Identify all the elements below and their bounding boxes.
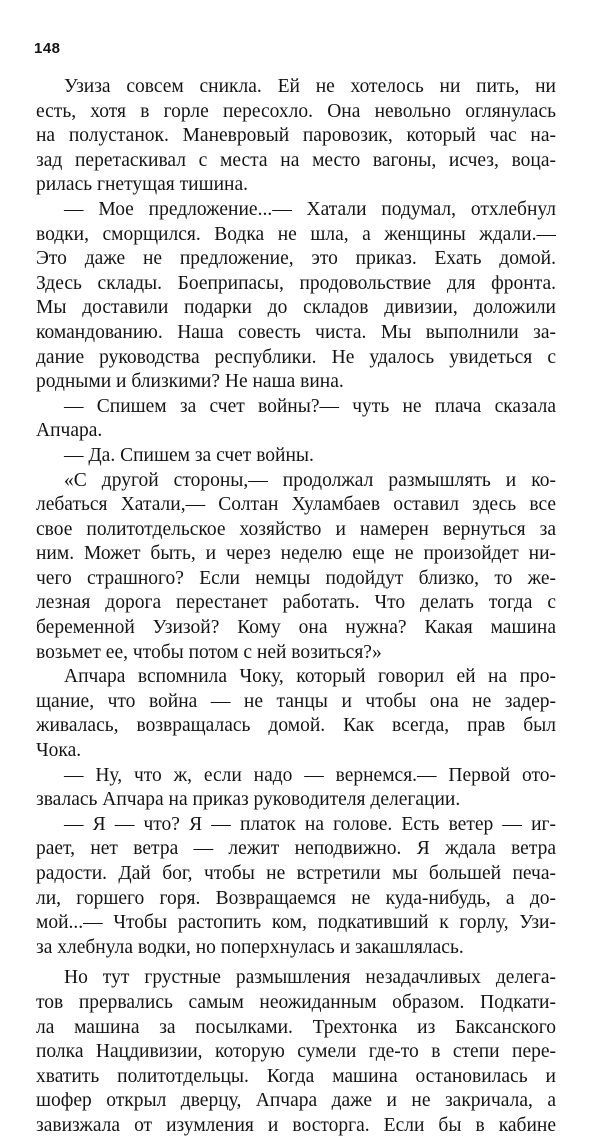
text-line: зад перетаскивал с места на место вагоны, исчез, воца- xyxy=(36,149,556,171)
text-line: Но тут грустные размышления незадачливых делега- xyxy=(64,967,556,989)
text-line: — Ну, что ж, если надо — вернемся.— Первой ото- xyxy=(64,764,556,786)
text-line: — Мое предложение...— Хатали подумал, отхлебнул xyxy=(64,198,556,220)
page-number: 148 xyxy=(34,40,61,57)
text-line: завизжала от изумления и восторга. Если бы в кабине xyxy=(36,1114,556,1136)
text-line: командованию. Наша совесть чиста. Мы выполнили за- xyxy=(36,321,556,343)
text-line: полка Нацдивизии, которую сумели где-то в степи пере- xyxy=(36,1041,556,1063)
text-line: Это даже не предложение, это приказ. Ехать домой. xyxy=(36,248,556,270)
text-line: на полустанок. Маневровый паровозик, который час на- xyxy=(36,125,556,147)
text-line: Здесь склады. Боеприпасы, продовольствие для фронта. xyxy=(36,272,556,294)
text-line: ним. Может быть, и через неделю еще не произойдет ни- xyxy=(36,543,556,565)
text-line: радости. Дай бог, чтобы не встретили мы большей печа- xyxy=(36,863,556,884)
text-line: звалась Апчара на приказ руководителя делегации. xyxy=(36,789,461,811)
text-line: дание руководства республики. Не удалось увидеться с xyxy=(36,346,556,368)
text-line: лезная дорога перестанет работать. Что делать тогда с xyxy=(36,592,556,614)
text-line: беременной Узизой? Кому она нужна? Какая машина xyxy=(36,617,556,639)
text-line: Мы доставили подарки до складов дивизии, доложили xyxy=(36,297,556,319)
text-line: за хлебнула водки, но поперхнулась и закашлялась. xyxy=(36,936,464,958)
text-line: водки, сморщился. Водка не шла, а женщины ждали.— xyxy=(36,223,556,245)
text-line: рилась гнетущая тишина. xyxy=(36,174,248,196)
text-line: есть, хотя в горле пересохло. Она невольно оглянулась xyxy=(36,100,556,122)
text-line: возьмет ее, чтобы потом с ней возиться?» xyxy=(36,641,382,663)
text-line: Узиза совсем сникла. Ей не хотелось ни пить, ни xyxy=(64,76,556,97)
text-line: щание, что война — не танцы и чтобы она не задер- xyxy=(36,690,556,712)
text-line: живалась, возвращалась домой. Как всегда, прав был xyxy=(36,715,556,737)
text-line: ли, горшего горя. Возвращаемся не куда-нибудь, а до- xyxy=(36,887,556,909)
text-line: чего страшного? Если немцы подойдут близко, то же- xyxy=(36,567,556,589)
text-line: — Я — что? Я — платок на голове. Есть ветер — иг- xyxy=(64,813,556,835)
text-line: Апчара вспомнила Чоку, который говорил ей на про- xyxy=(64,666,556,688)
text-line: «С другой стороны,— продолжал размышлять и ко- xyxy=(64,469,556,491)
text-line: лебаться Хатали,— Солтан Хуламбаев оставил здесь все xyxy=(36,494,556,516)
text-line: шофер открыл дверцу, Апчара даже и не закричала, а xyxy=(36,1090,556,1112)
text-line: тов прервались самым неожиданным образом. Подкати- xyxy=(36,991,556,1013)
text-line: свое политотдельское хозяйство и намерен вернуться за xyxy=(36,518,556,540)
text-line: рает, нет ветра — лежит неподвижно. Я ждала ветра xyxy=(36,838,556,860)
text-line: Чока. xyxy=(36,740,82,762)
text-line: ла машина за посылками. Трехтонка из Баксанского xyxy=(36,1016,556,1038)
text-line: мой...— Чтобы растопить ком, подкативший к горлу, Узи- xyxy=(36,912,556,934)
text-line: родными и близкими? Не наша вина. xyxy=(36,371,344,393)
text-line: — Да. Спишем за счет войны. xyxy=(64,444,314,466)
text-line: хватить политотдельцы. Когда машина остановилась и xyxy=(36,1065,556,1087)
body-text xyxy=(36,75,556,1139)
text-line: Апчара. xyxy=(36,420,103,442)
text-line: — Спишем за счет войны?— чуть не плача сказала xyxy=(64,395,556,417)
